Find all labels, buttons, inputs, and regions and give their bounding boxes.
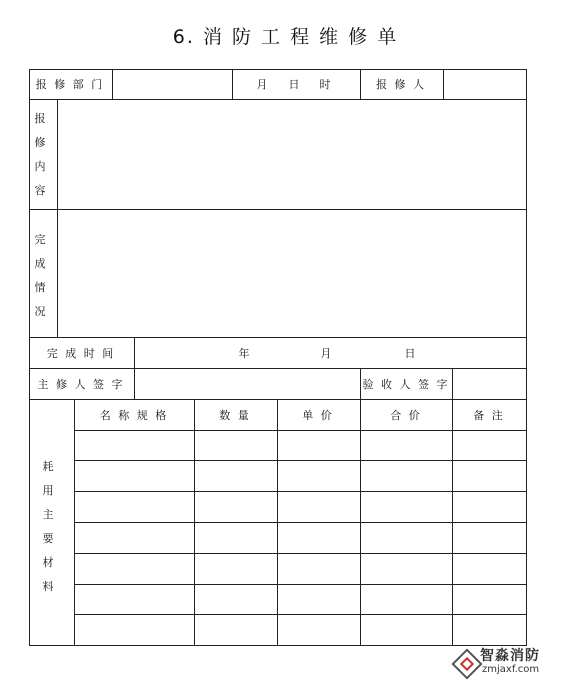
report-content-label: 报 修 内 容 bbox=[34, 112, 46, 197]
header-unit-price: 单 价 bbox=[302, 409, 334, 422]
header-quantity: 数 量 bbox=[219, 409, 251, 422]
day-label: 日 bbox=[288, 78, 302, 91]
header-name-spec: 名 称 规 格 bbox=[99, 409, 169, 422]
logo-name: 智淼消防 bbox=[480, 648, 540, 664]
acceptor-signature-label: 验 收 人 签 字 bbox=[362, 378, 450, 391]
finish-month-label: 月 bbox=[320, 347, 334, 360]
month-label: 月 bbox=[256, 78, 270, 91]
header-remarks: 备 注 bbox=[473, 409, 505, 422]
page-title: 6. 消 防 工 程 维 修 单 bbox=[172, 26, 399, 48]
header-total-price: 合 价 bbox=[390, 409, 422, 422]
time-label: 时 bbox=[319, 78, 333, 91]
dept-label: 报 修 部 门 bbox=[35, 78, 105, 91]
materials-side-label: 耗 用 主 要 材 料 bbox=[42, 460, 54, 593]
logo-icon bbox=[451, 648, 482, 679]
finish-time-label: 完 成 时 间 bbox=[46, 347, 116, 360]
repairer-signature-label: 主 修 人 签 字 bbox=[37, 378, 125, 391]
finish-day-label: 日 bbox=[404, 347, 418, 360]
logo-domain: zmjaxf.com bbox=[482, 664, 540, 675]
finish-year-label: 年 bbox=[238, 347, 252, 360]
completion-status-label: 完 成 情 况 bbox=[34, 233, 46, 318]
watermark-logo bbox=[450, 645, 550, 679]
reporter-label: 报 修 人 bbox=[376, 78, 426, 91]
